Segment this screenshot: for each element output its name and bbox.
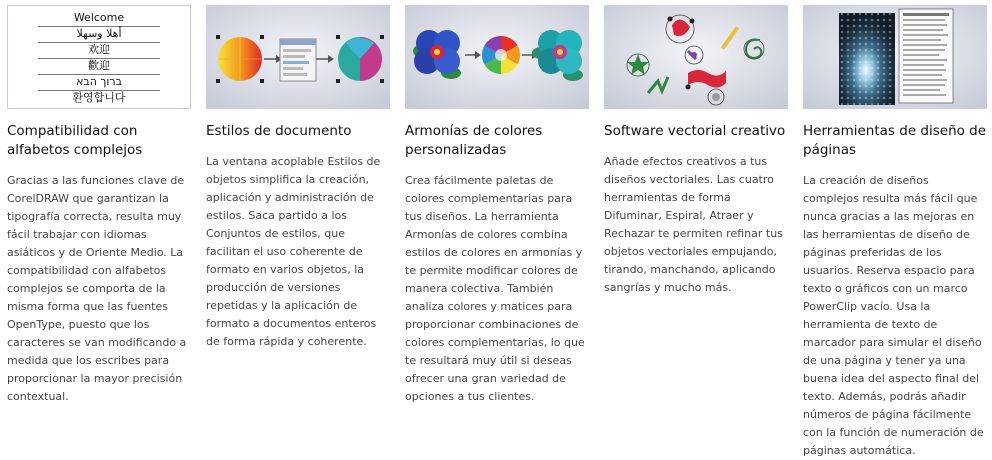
page-mockup-icon xyxy=(899,9,953,103)
feature-complex-scripts xyxy=(7,5,191,406)
feature-document-styles xyxy=(206,5,390,351)
color-harmonies-image xyxy=(405,5,589,109)
greeting-arabic: أهلا وسهلا xyxy=(76,27,122,40)
feature-title: Software vectorial creativo xyxy=(604,123,786,139)
color-wheel-icon xyxy=(482,36,520,74)
feature-title: Estilos de documento xyxy=(206,123,352,139)
feature-description: Crea fácilmente paletas de colores complementarias para tus diseños. La herramienta Armonías de colores combina estilos de colores en armonías y te permite modificar colores de manera colectiva. También analiza colores y matices para proporcionar combinaciones de colores complementarias, lo que te resultará muy útil si deseas ofrecer una gran variedad de opciones a tus clientes. xyxy=(405,174,585,403)
greeting-hebrew: ברוך הבא xyxy=(76,75,122,88)
feature-page-layout xyxy=(803,5,987,460)
feature-description: Gracias a las funciones clave de CorelDRAW que garantizan la tipografía correcta, resulta muy fácil trabajar con idiomas asiáticos y de Oriente Medio. La compatibilidad con alfabetos complejos se comporta de la misma forma que las fuentes OpenType, puesto que los caracteres se van modificando a medida que los escribes para proporcionar la mayor precisión contextual. xyxy=(7,174,187,403)
feature-color-harmonies xyxy=(405,5,589,406)
feature-title: Compatibilidad con alfabetos complejos xyxy=(7,123,143,158)
feature-title: Herramientas de diseño de páginas xyxy=(803,123,987,158)
creative-vector-image xyxy=(604,5,788,109)
greeting-english: Welcome xyxy=(73,11,125,24)
page-layout-illustration xyxy=(803,5,987,109)
feature-description: La creación de diseños complejos resulta más fácil que nunca gracias a las mejoras en las herramientas de diseño de páginas preferidas de los usuarios. Reserva espacio para texto o gráficos con un marco PowerClip vacío. Usa la herramienta de texto de marcador para simular el diseño de una página y tener ya una buena idea del aspecto final del texto. Además, podrás añadir números de página fácilmente con la función de numeración de páginas automática. xyxy=(803,174,984,457)
harmonies-illustration xyxy=(405,5,589,109)
tunnel-photo-icon xyxy=(839,13,895,105)
feature-description: La ventana acoplable Estilos de objetos simplifica la creación, aplicación y administración de estilos. Saca partido a los Conjuntos de estilos, que facilitan el uso coherente de formato en varios objetos, la producción de versiones repetidas y la aplicación de formato a documentos enteros de forma rápida y coherente. xyxy=(206,155,381,348)
complex-scripts-image xyxy=(7,5,191,109)
vector-shapes-illustration xyxy=(604,5,788,109)
greeting-korean: 환영합니다 xyxy=(72,91,126,104)
feature-description: Añade efectos creativos a tus diseños vectoriales. Las cuatro herramientas de forma Difuminar, Espiral, Atraer y Rechazar te permiten refinar tus objetos vectoriales empujando, tirando, manchando, aplicando sangrías y mucho más. xyxy=(604,155,783,294)
page-layout-image xyxy=(803,5,987,109)
styles-panel-icon xyxy=(280,39,316,81)
feature-title: Armonías de colores personalizadas xyxy=(405,123,543,158)
feature-creative-vector xyxy=(604,5,788,297)
greeting-chinese-traditional: 歡迎 xyxy=(88,59,110,72)
document-styles-image xyxy=(206,5,390,109)
styles-illustration xyxy=(206,5,390,109)
greeting-chinese-simplified: 欢迎 xyxy=(88,43,110,56)
